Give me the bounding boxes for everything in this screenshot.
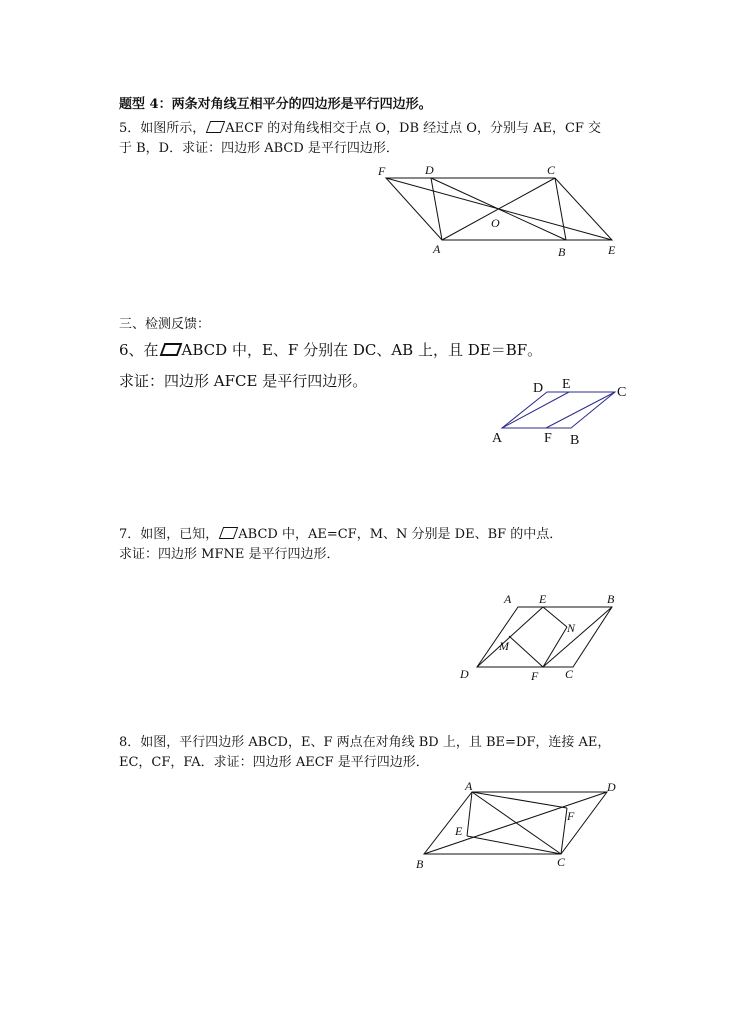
- q8-segment-ae: [467, 792, 472, 836]
- q7-label-d: D: [460, 667, 469, 681]
- q8-label-a: A: [465, 779, 473, 793]
- q8-label-b: B: [416, 857, 424, 871]
- q5-segment-ad: [431, 178, 442, 240]
- q8-segment-ec: [467, 836, 561, 854]
- q5-line1: [119, 120, 601, 138]
- q7-line1-start: 7．如图，已知，: [119, 527, 219, 542]
- q7-segment-en: [543, 607, 567, 627]
- q5-line2: 于 B，D．求证：四边形 ABCD 是平行四边形．: [119, 141, 399, 156]
- q6-line1-start: 6、在: [119, 341, 159, 359]
- q7-figure: [455, 588, 625, 684]
- parallelogram-icon: [159, 343, 182, 356]
- q8-label-e: E: [455, 824, 463, 838]
- q7-label-m: M: [499, 639, 509, 653]
- q5-label-e: E: [608, 243, 616, 257]
- q6-line1-end: ABCD 中，E、F 分别在 DC、AB 上，且 DE＝BF。: [181, 341, 543, 359]
- q5-label-b: B: [558, 245, 566, 259]
- q8-label-f: F: [567, 809, 575, 823]
- q5-label-d: D: [425, 163, 434, 177]
- q6-label-f: F: [544, 431, 552, 446]
- q6-line2: 求证：四边形 AFCE 是平行四边形。: [119, 372, 368, 390]
- q7-label-a: A: [504, 592, 512, 606]
- q7-segment-fm: [509, 636, 543, 667]
- parallelogram-icon: [206, 121, 225, 133]
- q5-segment-cb: [555, 178, 566, 240]
- q6-segment-fc: [546, 392, 615, 428]
- q6-label-b: B: [570, 433, 580, 448]
- q6-label-c: C: [617, 385, 627, 400]
- q6-label-e: E: [562, 377, 571, 392]
- section-heading-feedback: 三、检测反馈：: [119, 317, 211, 332]
- q7-label-b: B: [607, 592, 615, 606]
- q7-label-c: C: [565, 667, 574, 681]
- q7-parallelogram-abcd: [477, 607, 612, 667]
- q7-line1-end: ABCD 中，AE=CF，M、N 分别是 DE、BF 的中点．: [238, 527, 563, 542]
- q5-label-a: A: [433, 242, 441, 256]
- q8-line2: EC，CF，FA．求证：四边形 AECF 是平行四边形．: [119, 755, 429, 770]
- q8-segment-fa: [472, 792, 567, 808]
- q6-label-a: A: [492, 431, 503, 446]
- q5-label-c: C: [547, 163, 556, 177]
- q5-segment-db: [431, 178, 566, 240]
- q6-label-d: D: [533, 381, 544, 396]
- q7-label-n: N: [567, 621, 576, 635]
- section-heading-type4: 题型 4：两条对角线互相平分的四边形是平行四边形。: [119, 97, 432, 112]
- q8-figure: [410, 776, 625, 872]
- q8-diagonal-bd: [424, 792, 607, 854]
- q5-figure: [370, 160, 630, 260]
- q7-line1: [119, 526, 562, 544]
- q5-line1-start: 5．如图所示，: [119, 121, 206, 136]
- q5-label-o: O: [491, 216, 500, 230]
- q6-segment-ae: [502, 392, 569, 428]
- q7-label-f: F: [531, 669, 539, 683]
- q8-label-c: C: [557, 855, 566, 869]
- q5-label-f: F: [378, 164, 386, 178]
- q7-line2: 求证：四边形 MFNE 是平行四边形．: [119, 547, 340, 562]
- q7-segment-nf: [543, 627, 567, 667]
- q7-label-e: E: [539, 592, 547, 606]
- q5-line1-end: AECF 的对角线相交于点 O，DB 经过点 O，分别与 AE，CF 交: [225, 121, 602, 136]
- q8-label-d: D: [607, 780, 616, 794]
- q8-diagonal-ac: [472, 792, 561, 854]
- q6-figure: [485, 372, 635, 452]
- q8-line1: 8．如图，平行四边形 ABCD，E、F 两点在对角线 BD 上，且 BE=DF，连接 AE，: [119, 735, 611, 750]
- q6-line1: [119, 341, 542, 359]
- parallelogram-icon: [219, 527, 238, 539]
